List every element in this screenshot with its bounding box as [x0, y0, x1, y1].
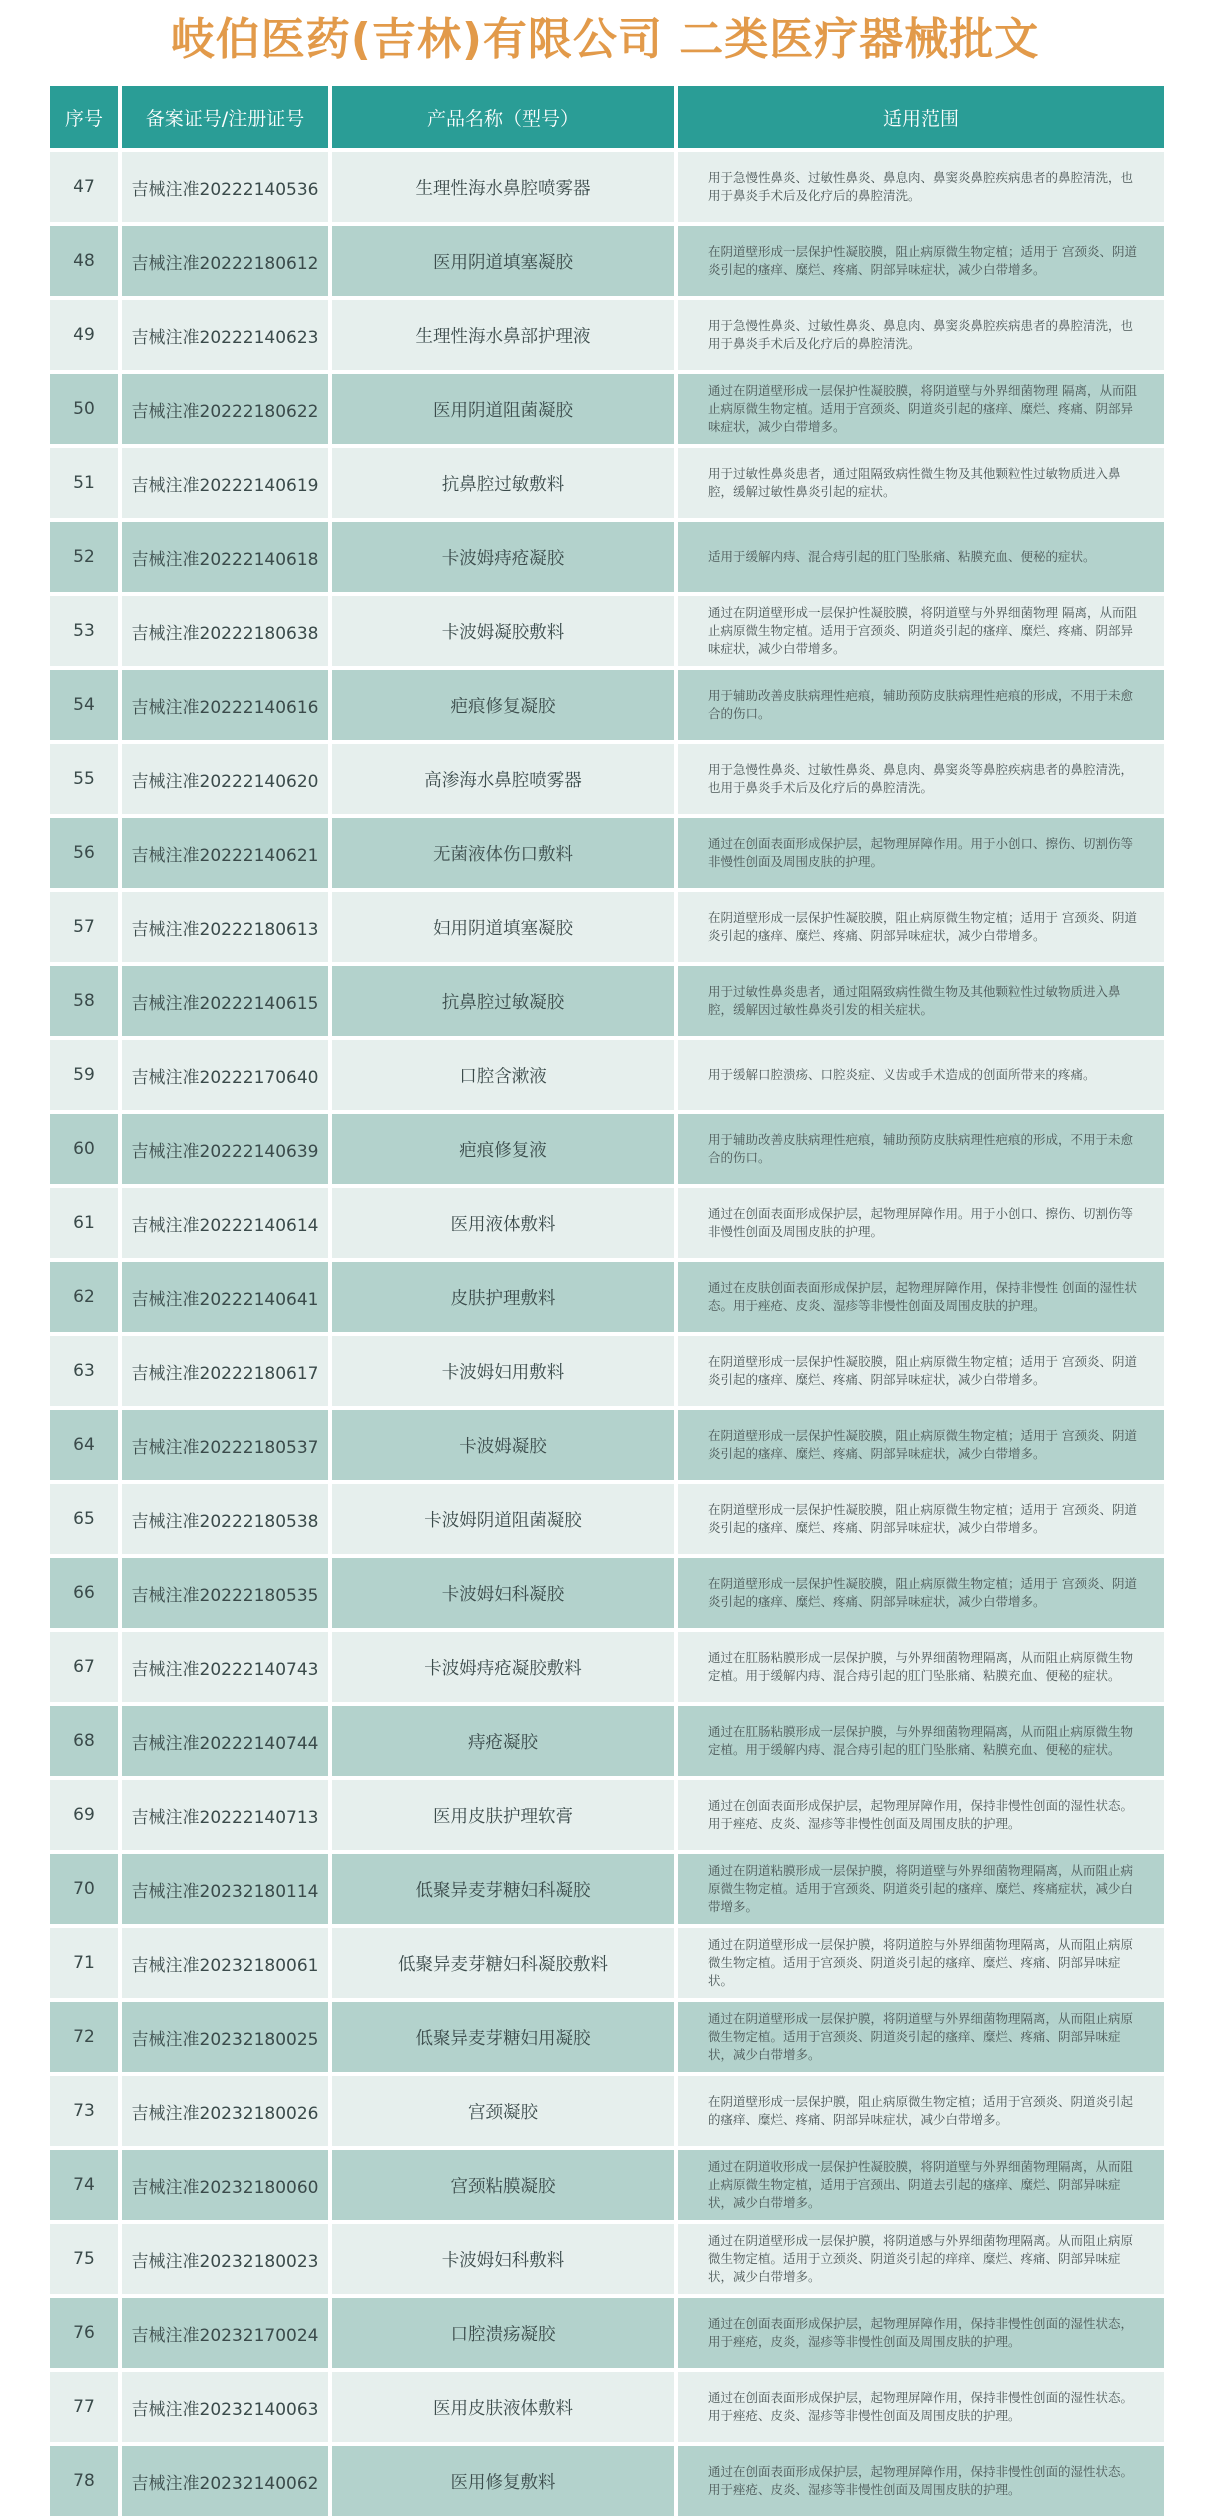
scope-cell: 用于急慢性鼻炎、过敏性鼻炎、鼻息肉、鼻窦炎鼻腔疾病患者的鼻腔清洗，也用于鼻炎手术后及化疗后的鼻腔清洗。 — [678, 300, 1164, 370]
product-name-cell: 宫颈凝胶 — [332, 2076, 674, 2146]
registration-number-cell: 吉械注准20232180023 — [122, 2224, 328, 2294]
registration-number-cell: 吉械注准20222180538 — [122, 1484, 328, 1554]
registration-number-cell: 吉械注准20222180612 — [122, 226, 328, 296]
table-row — [50, 1558, 1164, 1628]
approval-table — [46, 82, 1168, 2520]
scope-cell: 通过在肛肠粘膜形成一层保护膜，与外界细菌物理隔离，从而阻止病原微生物定植。用于缓解内痔、混合痔引起的肛门坠胀痛、粘膜充血、便秘的症状。 — [678, 1632, 1164, 1702]
scope-cell: 通过在阴道粘膜形成一层保护膜，将阴道壁与外界细菌物理隔离，从而阻止病原微生物定植。适用于宫颈炎、阴道炎引起的瘙痒、糜烂、疼痛症状，减少白带增多。 — [678, 1854, 1164, 1924]
product-name-cell: 医用皮肤护理软膏 — [332, 1780, 674, 1850]
product-name-cell: 妇用阴道填塞凝胶 — [332, 892, 674, 962]
seq-cell: 61 — [50, 1188, 118, 1258]
registration-number-cell: 吉械注准20222180613 — [122, 892, 328, 962]
seq-cell: 70 — [50, 1854, 118, 1924]
seq-cell: 75 — [50, 2224, 118, 2294]
table-row — [50, 744, 1164, 814]
seq-cell: 74 — [50, 2150, 118, 2220]
scope-cell: 用于过敏性鼻炎患者，通过阻隔致病性微生物及其他颗粒性过敏物质进入鼻腔，缓解过敏性鼻炎引起的症状。 — [678, 448, 1164, 518]
registration-number-cell: 吉械注准20222140614 — [122, 1188, 328, 1258]
product-name-cell: 卡波姆妇用敷料 — [332, 1336, 674, 1406]
scope-cell: 在阴道壁形成一层保护性凝胶膜，阻止病原微生物定植；适用于 宫颈炎、阴道炎引起的瘙痒、糜烂、疼痛、阴部异味症状，减少白带增多。 — [678, 226, 1164, 296]
product-name-cell: 抗鼻腔过敏敷料 — [332, 448, 674, 518]
seq-cell: 50 — [50, 374, 118, 444]
registration-number-cell: 吉械注准20222180617 — [122, 1336, 328, 1406]
seq-cell: 67 — [50, 1632, 118, 1702]
registration-number-cell: 吉械注准20222140713 — [122, 1780, 328, 1850]
scope-cell: 通过在创面表面形成保护层，起物理屏障作用。用于小创口、擦伤、切割伤等非慢性创面及周围皮肤的护理。 — [678, 818, 1164, 888]
table-row — [50, 966, 1164, 1036]
product-name-cell: 卡波姆痔疮凝胶 — [332, 522, 674, 592]
seq-cell: 68 — [50, 1706, 118, 1776]
seq-cell: 77 — [50, 2372, 118, 2442]
registration-number-cell: 吉械注准20222140743 — [122, 1632, 328, 1702]
product-name-cell: 医用液体敷料 — [332, 1188, 674, 1258]
table-row — [50, 2002, 1164, 2072]
registration-number-cell: 吉械注准20222140641 — [122, 1262, 328, 1332]
scope-cell: 用于急慢性鼻炎、过敏性鼻炎、鼻息肉、鼻窦炎鼻腔疾病患者的鼻腔清洗，也用于鼻炎手术后及化疗后的鼻腔清洗。 — [678, 152, 1164, 222]
scope-cell: 通过在阴道壁形成一层保护膜，将阴道壁与外界细菌物理隔离，从而阻止病原微生物定植。适用于宫颈炎、阴道炎引起的瘙痒、糜烂、疼痛、阴部异味症状，减少白带增多。 — [678, 2002, 1164, 2072]
table-row — [50, 226, 1164, 296]
product-name-cell: 疤痕修复液 — [332, 1114, 674, 1184]
scope-cell: 通过在阴道壁形成一层保护性凝胶膜，将阴道壁与外界细菌物理 隔离，从而阻止病原微生物定植。适用于宫颈炎、阴道炎引起的瘙痒、糜烂、疼痛、阴部异味症状，减少白带增多。 — [678, 374, 1164, 444]
header-scope: 适用范围 — [678, 86, 1164, 148]
seq-cell: 69 — [50, 1780, 118, 1850]
product-name-cell: 卡波姆凝胶敷料 — [332, 596, 674, 666]
scope-cell: 通过在阴道壁形成一层保护膜，将阴道腔与外界细菌物理隔离，从而阻止病原微生物定植。适用于宫颈炎、阴道炎引起的瘙痒、糜烂、疼痛、阴部异味症状。 — [678, 1928, 1164, 1998]
scope-cell: 通过在创面表面形成保护层，起物理屏障作用。用于小创口、擦伤、切割伤等非慢性创面及周围皮肤的护理。 — [678, 1188, 1164, 1258]
table-row — [50, 1040, 1164, 1110]
product-name-cell: 宫颈粘膜凝胶 — [332, 2150, 674, 2220]
seq-cell: 49 — [50, 300, 118, 370]
table-row — [50, 1780, 1164, 1850]
approval-table-container — [50, 82, 1160, 2520]
scope-cell: 通过在创面表面形成保护层，起物理屏障作用，保持非慢性创面的湿性状态。用于痤疮、皮炎、湿疹等非慢性创面及周围皮肤的护理。 — [678, 2372, 1164, 2442]
seq-cell: 48 — [50, 226, 118, 296]
product-name-cell: 低聚异麦芽糖妇科凝胶敷料 — [332, 1928, 674, 1998]
registration-number-cell: 吉械注准20232140062 — [122, 2446, 328, 2516]
product-name-cell: 口腔溃疡凝胶 — [332, 2298, 674, 2368]
registration-number-cell: 吉械注准20232180114 — [122, 1854, 328, 1924]
table-row — [50, 448, 1164, 518]
product-name-cell: 卡波姆妇科敷料 — [332, 2224, 674, 2294]
product-name-cell: 皮肤护理敷料 — [332, 1262, 674, 1332]
registration-number-cell: 吉械注准20222140620 — [122, 744, 328, 814]
registration-number-cell: 吉械注准20232180025 — [122, 2002, 328, 2072]
registration-number-cell: 吉械注准20222180535 — [122, 1558, 328, 1628]
scope-cell: 通过在阴道壁形成一层保护性凝胶膜，将阴道壁与外界细菌物理 隔离，从而阻止病原微生物定植。适用于宫颈炎、阴道炎引起的瘙痒、糜烂、疼痛、阴部异味症状，减少白带增多。 — [678, 596, 1164, 666]
scope-cell: 用于过敏性鼻炎患者，通过阻隔致病性微生物及其他颗粒性过敏物质进入鼻腔，缓解因过敏性鼻炎引发的相关症状。 — [678, 966, 1164, 1036]
seq-cell: 73 — [50, 2076, 118, 2146]
seq-cell: 65 — [50, 1484, 118, 1554]
registration-number-cell: 吉械注准20222140744 — [122, 1706, 328, 1776]
product-name-cell: 生理性海水鼻部护理液 — [332, 300, 674, 370]
scope-cell: 在阴道壁形成一层保护性凝胶膜，阻止病原微生物定植；适用于 宫颈炎、阴道炎引起的瘙痒、糜烂、疼痛、阴部异味症状，减少白带增多。 — [678, 1558, 1164, 1628]
registration-number-cell: 吉械注准20222180638 — [122, 596, 328, 666]
seq-cell: 54 — [50, 670, 118, 740]
table-row — [50, 670, 1164, 740]
scope-cell: 通过在皮肤创面表面形成保护层，起物理屏障作用，保持非慢性 创面的湿性状态。用于痤疮、皮炎、湿疹等非慢性创面及周围皮肤的护理。 — [678, 1262, 1164, 1332]
seq-cell: 53 — [50, 596, 118, 666]
table-row — [50, 1262, 1164, 1332]
table-row — [50, 1854, 1164, 1924]
scope-cell: 在阴道壁形成一层保护性凝胶膜，阻止病原微生物定植；适用于 宫颈炎、阴道炎引起的瘙痒、糜烂、疼痛、阴部异味症状，减少白带增多。 — [678, 1336, 1164, 1406]
table-header-row — [50, 86, 1164, 148]
product-name-cell: 医用皮肤液体敷料 — [332, 2372, 674, 2442]
scope-cell: 通过在阴道壁形成一层保护膜，将阴道感与外界细菌物理隔离。从而阻止病原微生物定植。适用于立颈炎、阴道炎引起的痒痒、糜烂、疼痛、阴部异味症状，减少白带增多。 — [678, 2224, 1164, 2294]
table-row — [50, 2076, 1164, 2146]
table-row — [50, 2298, 1164, 2368]
seq-cell: 63 — [50, 1336, 118, 1406]
header-product-name: 产品名称（型号） — [332, 86, 674, 148]
registration-number-cell: 吉械注准20222140639 — [122, 1114, 328, 1184]
seq-cell: 47 — [50, 152, 118, 222]
product-name-cell: 痔疮凝胶 — [332, 1706, 674, 1776]
seq-cell: 62 — [50, 1262, 118, 1332]
registration-number-cell: 吉械注准20222140619 — [122, 448, 328, 518]
product-name-cell: 低聚异麦芽糖妇科凝胶 — [332, 1854, 674, 1924]
registration-number-cell: 吉械注准20232180061 — [122, 1928, 328, 1998]
product-name-cell: 抗鼻腔过敏凝胶 — [332, 966, 674, 1036]
scope-cell: 通过在阴道收形成一层保护性凝胶膜，将阴道壁与外界细菌物理隔离，从而阻止病原微生物定植，适用于宫颈出、阴道去引起的瘙痒、糜烂、阴部异味症状，减少白带增多。 — [678, 2150, 1164, 2220]
seq-cell: 56 — [50, 818, 118, 888]
seq-cell: 55 — [50, 744, 118, 814]
registration-number-cell: 吉械注准20222140621 — [122, 818, 328, 888]
table-row — [50, 1484, 1164, 1554]
seq-cell: 72 — [50, 2002, 118, 2072]
table-row — [50, 2150, 1164, 2220]
table-row — [50, 1706, 1164, 1776]
registration-number-cell: 吉械注准20232140063 — [122, 2372, 328, 2442]
table-row — [50, 2372, 1164, 2442]
seq-cell: 57 — [50, 892, 118, 962]
scope-cell: 通过在创面表面形成保护层，起物理屏障作用，保持非慢性创面的湿性状态。用于痤疮、皮炎、湿疹等非慢性创面及周围皮肤的护理。 — [678, 2446, 1164, 2516]
page-title: 岐伯医药(吉林)有限公司 二类医疗器械批文 — [170, 14, 1040, 65]
product-name-cell: 疤痕修复凝胶 — [332, 670, 674, 740]
table-row — [50, 1114, 1164, 1184]
registration-number-cell: 吉械注准20222140615 — [122, 966, 328, 1036]
scope-cell: 通过在肛肠粘膜形成一层保护膜，与外界细菌物理隔离，从而阻止病原微生物定植。用于缓解内痔、混合痔引起的肛门坠胀痛、粘膜充血、便秘的症状。 — [678, 1706, 1164, 1776]
registration-number-cell: 吉械注准20222180537 — [122, 1410, 328, 1480]
registration-number-cell: 吉械注准20222140623 — [122, 300, 328, 370]
seq-cell: 76 — [50, 2298, 118, 2368]
seq-cell: 71 — [50, 1928, 118, 1998]
registration-number-cell: 吉械注准20232170024 — [122, 2298, 328, 2368]
registration-number-cell: 吉械注准20222180622 — [122, 374, 328, 444]
table-row — [50, 818, 1164, 888]
scope-cell: 通过在创面表面形成保护层，起物理屏障作用，保持非慢性创面的湿性状态，用于痤疮，皮炎，湿疹等非慢性创面及周围皮肤的护理。 — [678, 2298, 1164, 2368]
table-row — [50, 1928, 1164, 1998]
table-row — [50, 1336, 1164, 1406]
scope-cell: 通过在创面表面形成保护层，起物理屏障作用，保持非慢性创面的湿性状态。用于痤疮、皮炎、湿疹等非慢性创面及周围皮肤的护理。 — [678, 1780, 1164, 1850]
table-row — [50, 1188, 1164, 1258]
seq-cell: 52 — [50, 522, 118, 592]
registration-number-cell: 吉械注准20222140616 — [122, 670, 328, 740]
product-name-cell: 低聚异麦芽糖妇用凝胶 — [332, 2002, 674, 2072]
product-name-cell: 卡波姆凝胶 — [332, 1410, 674, 1480]
header-seq: 序号 — [50, 86, 118, 148]
scope-cell: 用于辅助改善皮肤病理性疤痕，辅助预防皮肤病理性疤痕的形成，不用于未愈合的伤口。 — [678, 670, 1164, 740]
product-name-cell: 生理性海水鼻腔喷雾器 — [332, 152, 674, 222]
table-row — [50, 374, 1164, 444]
table-row — [50, 596, 1164, 666]
registration-number-cell: 吉械注准20232180060 — [122, 2150, 328, 2220]
scope-cell: 在阴道壁形成一层保护膜，阻止病原微生物定植；适用于宫颈炎、阴道炎引起的瘙痒、糜烂、疼痛、阴部异味症状，减少白带增多。 — [678, 2076, 1164, 2146]
product-name-cell: 卡波姆阴道阻菌凝胶 — [332, 1484, 674, 1554]
scope-cell: 用于急慢性鼻炎、过敏性鼻炎、鼻息肉、鼻窦炎等鼻腔疾病患者的鼻腔清洗，也用于鼻炎手术后及化疗后的鼻腔清洗。 — [678, 744, 1164, 814]
product-name-cell: 卡波姆妇科凝胶 — [332, 1558, 674, 1628]
product-name-cell: 医用阴道阻菌凝胶 — [332, 374, 674, 444]
seq-cell: 51 — [50, 448, 118, 518]
registration-number-cell: 吉械注准20222140536 — [122, 152, 328, 222]
seq-cell: 66 — [50, 1558, 118, 1628]
seq-cell: 64 — [50, 1410, 118, 1480]
scope-cell: 用于缓解口腔溃疡、口腔炎症、义齿或手术造成的创面所带来的疼痛。 — [678, 1040, 1164, 1110]
table-row — [50, 152, 1164, 222]
scope-cell: 适用于缓解内痔、混合痔引起的肛门坠胀痛、粘膜充血、便秘的症状。 — [678, 522, 1164, 592]
product-name-cell: 医用阴道填塞凝胶 — [332, 226, 674, 296]
registration-number-cell: 吉械注准20222170640 — [122, 1040, 328, 1110]
table-row — [50, 892, 1164, 962]
seq-cell: 60 — [50, 1114, 118, 1184]
table-row — [50, 1410, 1164, 1480]
scope-cell: 在阴道壁形成一层保护性凝胶膜，阻止病原微生物定植；适用于 宫颈炎、阴道炎引起的瘙痒、糜烂、疼痛、阴部异味症状，减少白带增多。 — [678, 892, 1164, 962]
table-row — [50, 1632, 1164, 1702]
scope-cell: 用于辅助改善皮肤病理性疤痕，辅助预防皮肤病理性疤痕的形成，不用于未愈合的伤口。 — [678, 1114, 1164, 1184]
seq-cell: 59 — [50, 1040, 118, 1110]
scope-cell: 在阴道壁形成一层保护性凝胶膜，阻止病原微生物定植；适用于 宫颈炎、阴道炎引起的瘙痒、糜烂、疼痛、阴部异味症状，减少白带增多。 — [678, 1410, 1164, 1480]
table-row — [50, 522, 1164, 592]
seq-cell: 78 — [50, 2446, 118, 2516]
table-row — [50, 2446, 1164, 2516]
product-name-cell: 口腔含漱液 — [332, 1040, 674, 1110]
header-registration-number: 备案证号/注册证号 — [122, 86, 328, 148]
registration-number-cell: 吉械注准20222140618 — [122, 522, 328, 592]
product-name-cell: 医用修复敷料 — [332, 2446, 674, 2516]
table-row — [50, 300, 1164, 370]
product-name-cell: 高渗海水鼻腔喷雾器 — [332, 744, 674, 814]
product-name-cell: 无菌液体伤口敷料 — [332, 818, 674, 888]
product-name-cell: 卡波姆痔疮凝胶敷料 — [332, 1632, 674, 1702]
table-body — [50, 152, 1164, 2516]
seq-cell: 58 — [50, 966, 118, 1036]
scope-cell: 在阴道壁形成一层保护性凝胶膜，阻止病原微生物定植；适用于 宫颈炎、阴道炎引起的瘙痒、糜烂、疼痛、阴部异味症状，减少白带增多。 — [678, 1484, 1164, 1554]
registration-number-cell: 吉械注准20232180026 — [122, 2076, 328, 2146]
table-row — [50, 2224, 1164, 2294]
